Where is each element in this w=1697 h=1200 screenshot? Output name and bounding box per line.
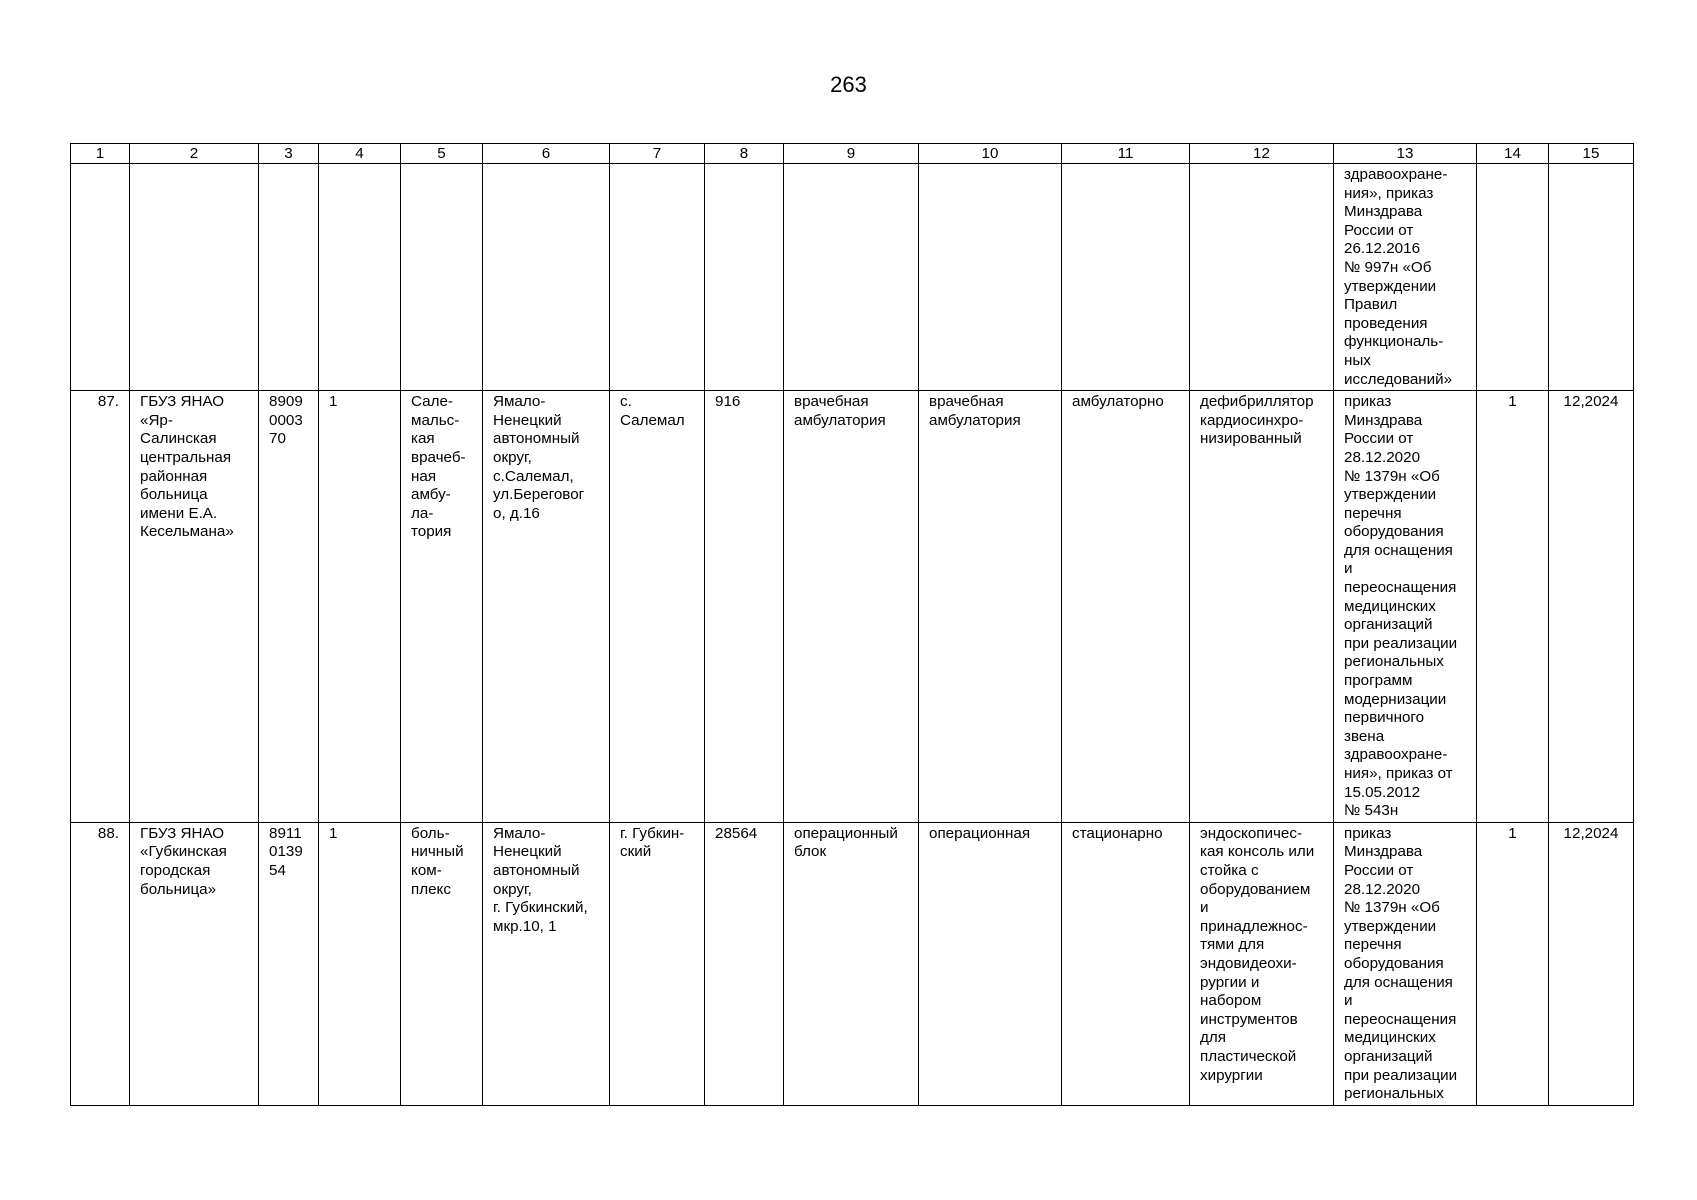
cell-date: 12,2024 xyxy=(1549,822,1634,1105)
cell-code xyxy=(259,164,319,391)
cell-organization: ГБУЗ ЯНАО «Яр- Салинская центральная районная больница имени Е.А. Кесельмана» xyxy=(130,391,259,823)
cell-equipment: эндоскопичес- кая консоль или стойка с оборудованием и принадлежнос- тями для эндовидеохи- рургии и набором инструментов для пластической хирургии xyxy=(1190,822,1334,1105)
cell-quantity: 1 xyxy=(1477,391,1549,823)
cell-quantity: 1 xyxy=(1477,822,1549,1105)
cell-date: 12,2024 xyxy=(1549,391,1634,823)
cell-number: 88. xyxy=(71,822,130,1105)
header-col-5: 5 xyxy=(401,144,483,164)
cell-unit: боль- ничный ком- плекс xyxy=(401,822,483,1105)
cell-col4: 1 xyxy=(319,391,401,823)
cell-care-type xyxy=(1062,164,1190,391)
cell-department: врачебная амбулатория xyxy=(784,391,919,823)
cell-equipment: дефибриллятор кардиосинхро- низированный xyxy=(1190,391,1334,823)
cell-number xyxy=(71,164,130,391)
cell-regulation: приказ Минздрава России от 28.12.2020 № 1379н «Об утверждении перечня оборудования для оснащения и переоснащения медицинских организаций при реализации региональных программ модернизации первичного звена здравоохране- ния», приказ от 15.05.2012 № 543н xyxy=(1334,391,1477,823)
cell-department: операционный блок xyxy=(784,822,919,1105)
header-col-15: 15 xyxy=(1549,144,1634,164)
header-col-2: 2 xyxy=(130,144,259,164)
cell-col4: 1 xyxy=(319,822,401,1105)
cell-col8 xyxy=(705,164,784,391)
cell-organization xyxy=(130,164,259,391)
cell-care-type: стационарно xyxy=(1062,822,1190,1105)
header-col-6: 6 xyxy=(483,144,610,164)
cell-number: 87. xyxy=(71,391,130,823)
equipment-table xyxy=(70,143,1634,1106)
cell-regulation: приказ Минздрава России от 28.12.2020 № 1379н «Об утверждении перечня оборудования для оснащения и переоснащения медицинских организаций при реализации региональных xyxy=(1334,822,1477,1105)
cell-room: врачебная амбулатория xyxy=(919,391,1062,823)
cell-department xyxy=(784,164,919,391)
header-col-4: 4 xyxy=(319,144,401,164)
cell-locality: г. Губкин- ский xyxy=(610,822,705,1105)
page-number: 263 xyxy=(830,72,867,97)
cell-address xyxy=(483,164,610,391)
cell-unit xyxy=(401,164,483,391)
cell-address: Ямало- Ненецкий автономный округ, г. Губкинский, мкр.10, 1 xyxy=(483,822,610,1105)
cell-equipment xyxy=(1190,164,1334,391)
cell-address: Ямало- Ненецкий автономный округ, с.Салемал, ул.Береговог о, д.16 xyxy=(483,391,610,823)
table-row xyxy=(71,391,1634,823)
cell-locality: с. Салемал xyxy=(610,391,705,823)
cell-date xyxy=(1549,164,1634,391)
table-row xyxy=(71,822,1634,1105)
header-col-11: 11 xyxy=(1062,144,1190,164)
header-row xyxy=(71,144,1634,164)
cell-col4 xyxy=(319,164,401,391)
cell-code: 8909 0003 70 xyxy=(259,391,319,823)
cell-room xyxy=(919,164,1062,391)
header-col-10: 10 xyxy=(919,144,1062,164)
header-col-1: 1 xyxy=(71,144,130,164)
cell-organization: ГБУЗ ЯНАО «Губкинская городская больница» xyxy=(130,822,259,1105)
cell-quantity xyxy=(1477,164,1549,391)
header-col-14: 14 xyxy=(1477,144,1549,164)
header-col-8: 8 xyxy=(705,144,784,164)
cell-room: операционная xyxy=(919,822,1062,1105)
header-col-3: 3 xyxy=(259,144,319,164)
table-row xyxy=(71,164,1634,391)
header-col-13: 13 xyxy=(1334,144,1477,164)
cell-unit: Сале- мальс- кая врачеб- ная амбу- ла- тория xyxy=(401,391,483,823)
cell-col8: 28564 xyxy=(705,822,784,1105)
cell-code: 8911 0139 54 xyxy=(259,822,319,1105)
header-col-12: 12 xyxy=(1190,144,1334,164)
cell-care-type: амбулаторно xyxy=(1062,391,1190,823)
cell-col8: 916 xyxy=(705,391,784,823)
cell-regulation: здравоохране- ния», приказ Минздрава России от 26.12.2016 № 997н «Об утверждении Правил проведения функциональ- ных исследований» xyxy=(1334,164,1477,391)
header-col-7: 7 xyxy=(610,144,705,164)
header-col-9: 9 xyxy=(784,144,919,164)
cell-locality xyxy=(610,164,705,391)
